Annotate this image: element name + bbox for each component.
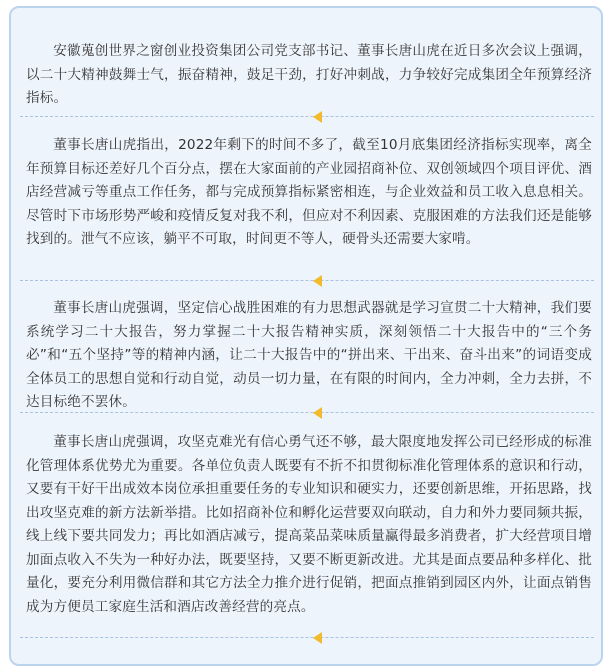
triangle-left-icon [313,275,322,287]
section-divider-1 [20,111,594,123]
divider-line [20,116,594,117]
article-paragraph-3: 董事长唐山虎强调，坚定信心战胜困难的有力思想武器就是学习宣贯二十大精神，我们要系统学习二十大报告，努力掌握二十大报告精神实质，深刻领悟二十大报告中的“三个务必”和“五个坚持”等的精神内涵，让二十大报告中的“拼出来、干出来、奋斗出来”的词语变成全体员工的思想自觉和行动自觉，动员一切力量，在有限的时间内，全力冲刺，全力去拼，不达目标绝不罢休。 [26,300,592,410]
divider-line [20,637,594,638]
triangle-left-icon [313,111,322,123]
article-paragraph-2: 董事长唐山虎指出，2022年剩下的时间不多了，截至10月底集团经济指标实现率，离全年预算目标还差好几个百分点，摆在大家面前的产业园招商补位、双创领域四个项目评优、酒店经营减亏等重点工作任务，都与完成预算指标紧密相连，与企业效益和员工收入息息相关。尽管时下市场形势严峻和疫情反复对我不利，但应对不利因素、克服困难的方法我们还是能够找到的。泄气不应该，躺平不可取，时间更不等人，硬骨头还需要大家啃。 [26,137,592,247]
section-divider-3 [20,407,594,419]
article-paragraph-1: 安徽蒐创世界之窗创业投资集团公司党支部书记、董事长唐山虎在近日多次会议上强调，以二十大精神鼓舞士气，振奋精神，鼓足干劲，打好冲刺战，力争较好完成集团全年预算经济指标。 [26,43,592,106]
triangle-left-icon [313,632,322,644]
divider-line [20,412,594,413]
section-divider-4 [20,632,594,644]
section-divider-2 [20,275,594,287]
divider-line [20,280,594,281]
triangle-left-icon [313,407,322,419]
article-paragraph-4: 董事长唐山虎强调，攻坚克难光有信心勇气还不够，最大限度地发挥公司已经形成的标准化管理体系优势尤为重要。各单位负责人既要有不折不扣贯彻标准化管理体系的意识和行动，又要有干好干出成效本岗位承担重要任务的专业知识和硬实力，还要创新思维，开拓思路，找出攻坚克难的新方法新举措。比如招商补位和孵化运营要双向联动，自力和外力要同频共振，线上线下要共同发力；再比如酒店减亏，提高菜品菜味质量赢得最多消费者，扩大经营项目增加面点收入不失为一种好办法，既要坚持，又要不断更新改进。尤其是面点要品种多样化、批量化，要充分利用微信群和其它方法全力推介进行促销，把面点推销到园区内外，让面点销售成为方便员工家庭生活和酒店改善经营的亮点。 [26,434,592,615]
